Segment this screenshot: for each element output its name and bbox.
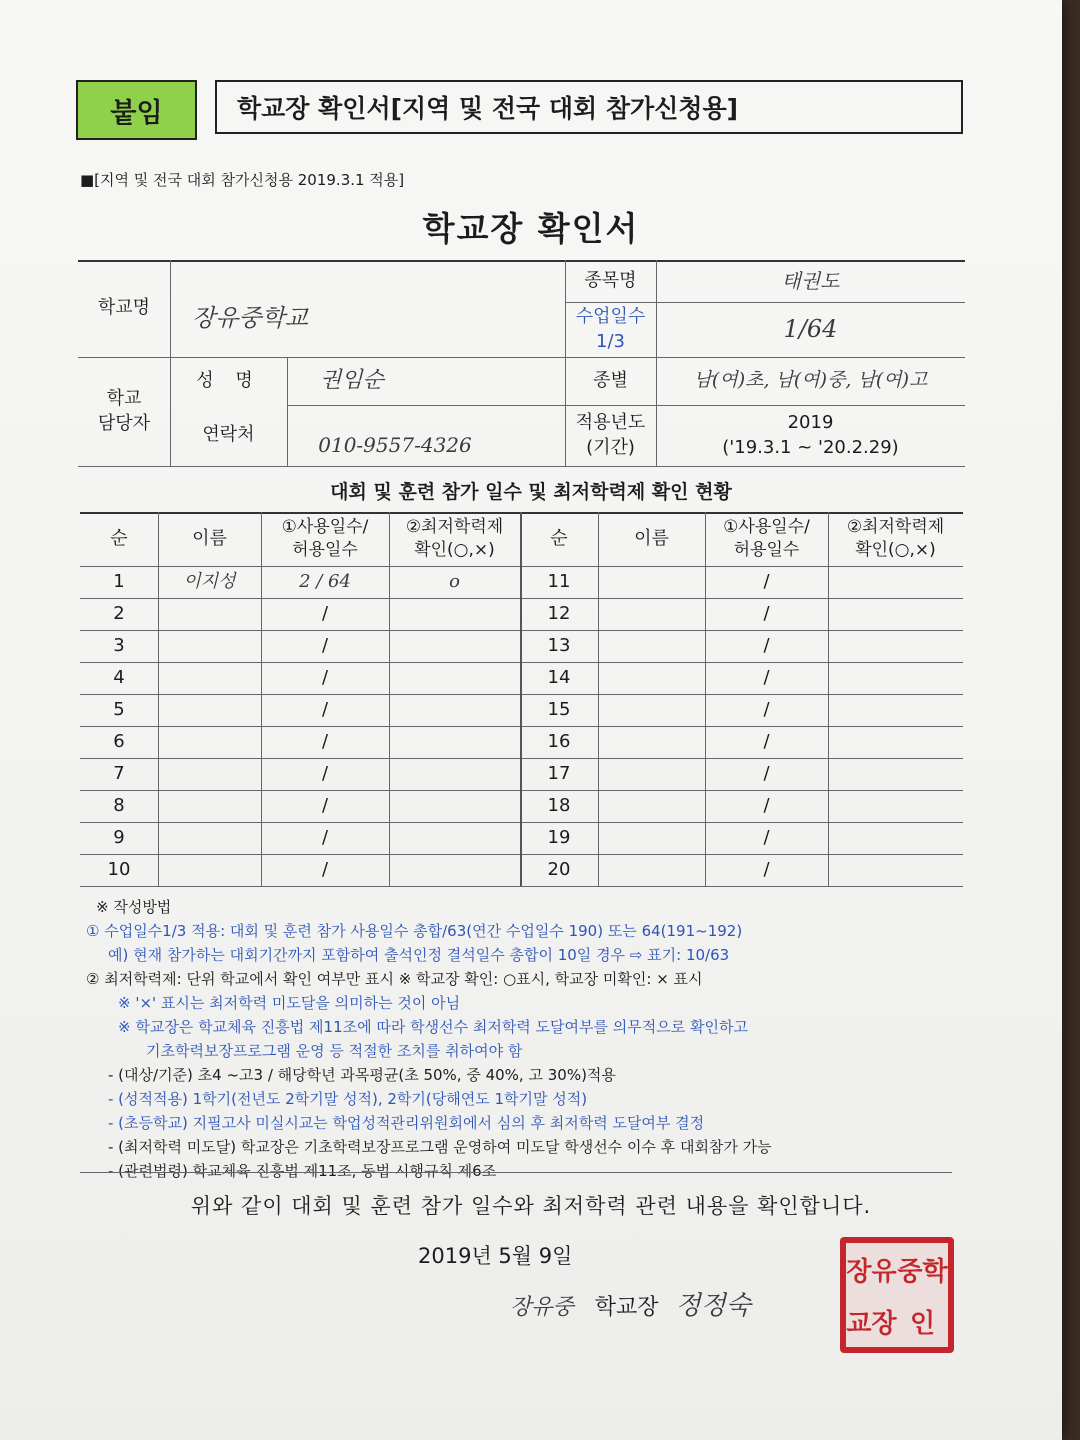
attachment-badge: 붙임 — [76, 80, 197, 140]
year-value — [656, 405, 965, 466]
table-cell-no: 9 — [113, 826, 125, 848]
days-value: 1/64 — [783, 315, 838, 344]
table-cell-days: / — [763, 602, 770, 624]
table-cell-name — [598, 694, 705, 726]
table-cell-check — [828, 662, 963, 694]
col-days-right-line1: ①사용일수/ — [723, 517, 810, 538]
subheading: ■[지역 및 전국 대회 참가신청용 2019.3.1 적용] — [80, 171, 405, 189]
table-cell-no: 12 — [547, 602, 571, 624]
notes-line: 예) 현재 참가하는 대회기간까지 포함하여 출석인정 결석일수 총합이 10일 경우 ⇨ 표기: 10/63 — [108, 946, 730, 964]
days-label-line1: 수업일수 — [575, 306, 646, 328]
notes-line: ※ 학교장은 학교체육 진흥법 제11조에 따라 학생선수 최저학력 도달여부를 의무적으로 확인하고 — [118, 1018, 748, 1036]
table-cell-name — [598, 598, 705, 630]
table-cell-no: 17 — [547, 762, 571, 784]
notes-line: ① 수업일수1/3 적용: 대회 및 훈련 참가 사용일수 총합/63(연간 수업일수 190) 또는 64(191~192) — [86, 922, 743, 940]
table-cell-check — [828, 630, 963, 662]
table-cell-check — [389, 662, 520, 694]
table-cell-no: 1 — [113, 570, 125, 592]
table-cell-check — [828, 854, 963, 886]
table-cell-days: / — [321, 826, 329, 848]
table-cell-check — [389, 854, 520, 886]
instructions — [86, 895, 966, 1183]
notes-line: 기초학력보장프로그램 운영 등 적절한 조치를 취하여야 함 — [146, 1042, 523, 1060]
col-check-left-line1: ②최저학력제 — [405, 517, 504, 538]
col-days-left-line2: 허용일수 — [292, 540, 358, 560]
table-cell-no: 19 — [547, 826, 571, 848]
table-cell-check — [828, 822, 963, 854]
col-no-right: 순 — [550, 527, 568, 549]
col-days-right-line2: 허용일수 — [733, 540, 800, 560]
school-value: 장유중학교 — [192, 303, 308, 332]
table-cell-days: / — [321, 730, 329, 752]
year-label — [565, 405, 656, 466]
seal-char: 교장 — [846, 1308, 897, 1339]
col-check-left — [389, 512, 520, 566]
table-cell-days: / — [321, 602, 329, 624]
table-cell-no: 6 — [113, 730, 125, 752]
table-cell-days: / — [763, 762, 770, 784]
header-title: 학교장 확인서[지역 및 전국 대회 참가신청용] — [215, 80, 963, 134]
table-cell-check — [389, 790, 520, 822]
year-label-line2: (기간) — [586, 436, 635, 458]
days-label — [565, 302, 656, 357]
table-cell-name — [158, 854, 261, 886]
table-cell-name — [598, 630, 705, 662]
table-cell-name — [598, 790, 705, 822]
name-label: 성 명 — [196, 369, 261, 391]
table-cell-name — [158, 662, 261, 694]
table-cell-days: / — [763, 826, 770, 848]
table-cell-name — [598, 758, 705, 790]
table-cell-no: 20 — [547, 858, 571, 880]
table-cell-name — [158, 726, 261, 758]
table-cell-check — [828, 758, 963, 790]
table-cell-check — [828, 790, 963, 822]
table-cell-check — [828, 694, 963, 726]
notes-line: ※ '×' 표시는 최저학력 미도달을 의미하는 것이 아님 — [118, 994, 461, 1012]
manager-label — [78, 357, 170, 466]
table-cell-days: / — [321, 634, 329, 656]
table-cell-name — [158, 822, 261, 854]
year-label-line1: 적용년도 — [575, 412, 646, 434]
contact-value: 010-9557-4326 — [318, 433, 472, 457]
table-cell-name — [158, 630, 261, 662]
col-check-right-line1: ②최저학력제 — [846, 517, 945, 538]
table-cell-no: 5 — [113, 698, 125, 720]
col-name-right: 이름 — [634, 527, 669, 549]
table-cell-name — [158, 598, 261, 630]
table-cell-check — [389, 694, 520, 726]
table-cell-no: 14 — [547, 666, 571, 688]
table-cell-no: 8 — [113, 794, 125, 816]
table-cell-no: 3 — [113, 634, 125, 656]
table-cell-days: / — [321, 794, 329, 816]
table-cell-days: / — [763, 634, 770, 656]
notes-line: - (대상/기준) 초4 ~고3 / 해당학년 과목평균(초 50%, 중 40%, 고 30%)적용 — [108, 1066, 616, 1084]
gender-value: 남(여)초, 남(여)중, 남(여)고 — [693, 369, 928, 392]
col-days-right — [705, 512, 828, 566]
table-cell-check — [389, 758, 520, 790]
table-cell-check — [828, 566, 963, 598]
table-cell-days: / — [321, 762, 329, 784]
manager-label-line1: 학교 — [106, 388, 142, 410]
table-cell-name: 이지성 — [183, 570, 236, 592]
signature-date: 2019년 5월 9일 — [418, 1244, 573, 1268]
table-cell-days: / — [763, 666, 770, 688]
seal-char: 중학 — [897, 1256, 948, 1287]
table-cell-no: 11 — [547, 570, 571, 592]
seal-char: 장유 — [846, 1256, 897, 1287]
table-cell-no: 2 — [113, 602, 125, 624]
table-cell-check — [389, 598, 520, 630]
year-value-line1: 2019 — [787, 412, 834, 434]
confirmation-text: 위와 같이 대회 및 훈련 참가 일수와 최저학력 관련 내용을 확인합니다. — [190, 1194, 872, 1218]
col-check-left-line2: 확인(○,×) — [414, 540, 495, 560]
table-cell-days: / — [321, 666, 329, 688]
col-no-left: 순 — [110, 527, 128, 549]
table-cell-name — [158, 790, 261, 822]
table-cell-check — [828, 726, 963, 758]
table-cell-name — [598, 822, 705, 854]
event-label: 종목명 — [584, 269, 637, 291]
table-cell-check — [389, 726, 520, 758]
manager-label-line2: 담당자 — [97, 412, 151, 434]
table-cell-check — [389, 630, 520, 662]
col-name-left: 이름 — [192, 527, 227, 549]
table-cell-days: / — [763, 794, 770, 816]
event-value: 태권도 — [781, 268, 840, 293]
table-cell-no: 16 — [547, 730, 571, 752]
notes-line: - (성적적용) 1학기(전년도 2학기말 성적), 2학기(당해연도 1학기말 성적) — [108, 1090, 588, 1108]
col-check-right-line2: 확인(○,×) — [855, 540, 936, 560]
table-cell-days: 2 / 64 — [299, 570, 351, 592]
notes-line: ② 최저학력제: 단위 학교에서 확인 여부만 표시 ※ 학교장 확인: ○표시, 학교장 미확인: × 표시 — [86, 970, 703, 988]
seal-char: 인 — [909, 1308, 936, 1339]
table-cell-name — [598, 662, 705, 694]
table-cell-no: 4 — [113, 666, 125, 688]
table-cell-name — [598, 854, 705, 886]
signer-title: 학교장 — [594, 1295, 659, 1320]
table-cell-name — [598, 726, 705, 758]
notes-line: - (최저학력 미도달) 학교장은 기초학력보장프로그램 운영하여 미도달 학생선수 이수 후 대회참가 가능 — [108, 1138, 772, 1156]
col-days-left-line1: ①사용일수/ — [281, 517, 369, 538]
name-value: 권임순 — [320, 368, 384, 394]
table-cell-no: 15 — [547, 698, 571, 720]
signer-signature: 정정숙 — [675, 1291, 751, 1321]
notes-line: - (관련법령) 학교체육 진흥법 제11조, 동법 시행규칙 제6조 — [108, 1162, 497, 1180]
table-cell-no: 10 — [107, 858, 131, 880]
gender-label: 종별 — [593, 369, 628, 391]
col-check-right — [828, 512, 963, 566]
notes-line: - (초등학교) 지필고사 미실시교는 학업성적관리위원회에서 심의 후 최저학력 도달여부 결정 — [108, 1114, 705, 1132]
table-cell-check — [389, 822, 520, 854]
table-cell-days: / — [321, 698, 329, 720]
table-cell-days: / — [763, 570, 770, 592]
table-cell-check: o — [449, 570, 460, 592]
official-seal — [840, 1237, 954, 1353]
table-cell-days: / — [763, 858, 770, 880]
table-cell-days: / — [763, 698, 770, 720]
school-label: 학교명 — [97, 297, 151, 319]
document-title: 학교장 확인서 — [422, 209, 640, 248]
year-value-line2: ('19.3.1 ~ '20.2.29) — [722, 436, 899, 458]
col-days-left — [261, 512, 389, 566]
contact-label: 연락처 — [202, 424, 255, 446]
table-cell-no: 18 — [547, 794, 571, 816]
notes-heading: ※ 작성방법 — [96, 898, 172, 916]
table-cell-days: / — [763, 730, 770, 752]
signer — [510, 1285, 751, 1322]
table-cell-name — [598, 566, 705, 598]
table-cell-name — [158, 694, 261, 726]
table-cell-check — [828, 598, 963, 630]
table-cell-no: 7 — [113, 762, 125, 784]
days-label-line2: 1/3 — [596, 330, 625, 352]
table-cell-no: 13 — [547, 634, 571, 656]
table-cell-days: / — [321, 858, 329, 880]
section-title: 대회 및 훈련 참가 일수 및 최저학력제 확인 현황 — [330, 481, 732, 503]
table-cell-name — [158, 758, 261, 790]
signer-school: 장유중 — [510, 1295, 574, 1320]
